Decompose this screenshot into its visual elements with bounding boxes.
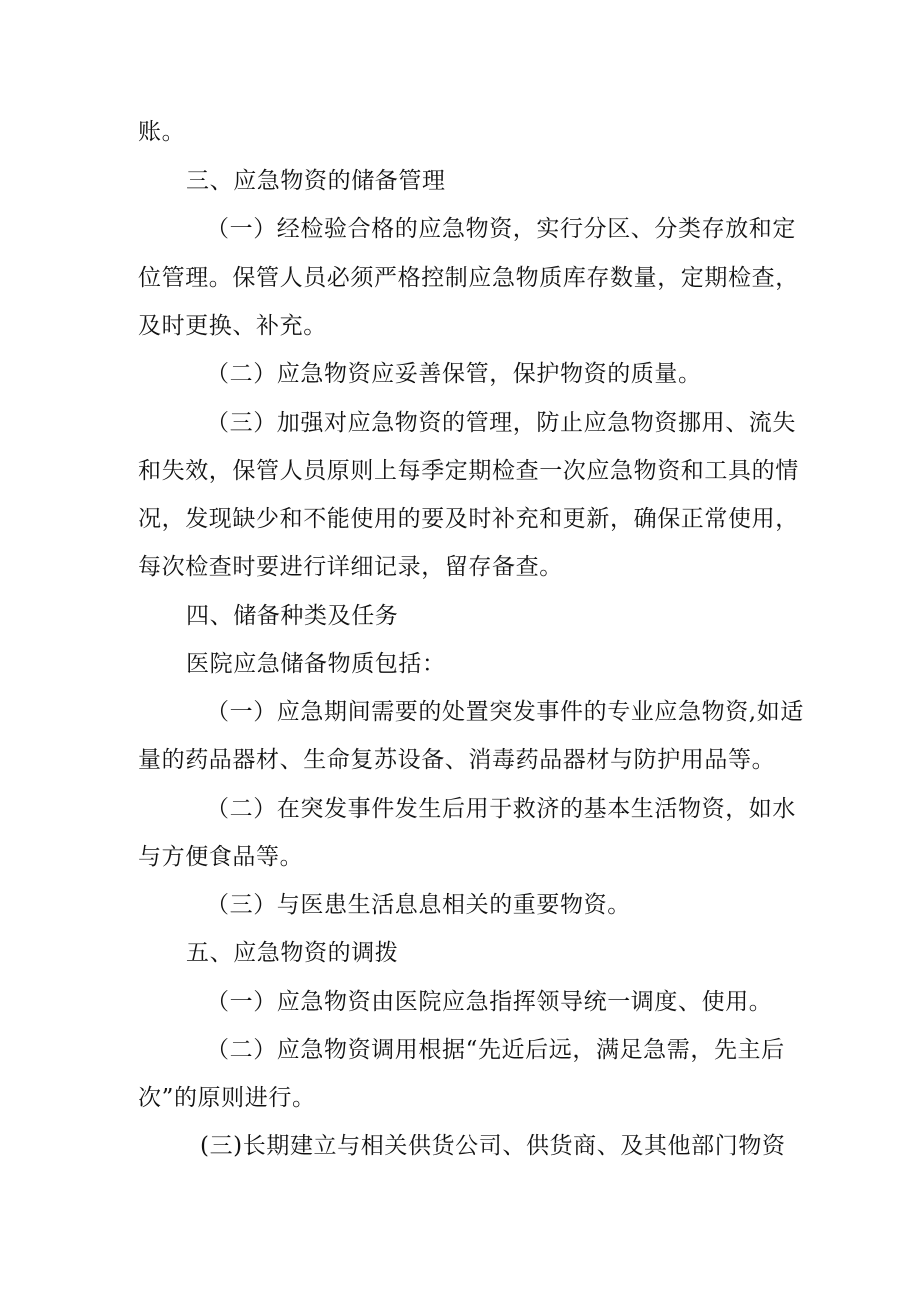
paragraph-line: (三)长期建立与相关供货公司、供货商、及其他部门物资	[200, 1133, 786, 1159]
paragraph-line: （一）经检验合格的应急物资，实行分区、分类存放和定	[206, 216, 796, 242]
paragraph-line: （二）应急物资应妥善保管，保护物资的质量。	[206, 361, 702, 387]
paragraph-line: 量的药品器材、生命复苏设备、消毒药品器材与防护用品等。	[138, 747, 776, 773]
paragraph-line: 位管理。保管人员必须严格控制应急物质库存数量，定期检查，	[138, 265, 799, 291]
paragraph-line: （一）应急期间需要的处置突发事件的专业应急物资,如适	[206, 699, 804, 725]
paragraph-line: （三）加强对应急物资的管理，防止应急物资挪用、流失	[206, 410, 796, 436]
section-heading: 四、储备种类及任务	[186, 603, 399, 629]
paragraph-line: 和失效，保管人员原则上每季定期检查一次应急物资和工具的情	[138, 458, 799, 484]
paragraph-line: （一）应急物资由医院应急指挥领导统一调度、使用。	[206, 989, 773, 1015]
paragraph-line: 账。	[138, 119, 186, 145]
section-heading: 三、应急物资的储备管理	[186, 168, 446, 194]
paragraph-line: 次”的原则进行。	[138, 1085, 316, 1111]
paragraph-line: 及时更换、补充。	[138, 313, 327, 339]
paragraph-line: 况，发现缺少和不能使用的要及时补充和更新，确保正常使用，	[138, 506, 799, 532]
paragraph-line: 与方便食品等。	[138, 844, 304, 870]
section-heading: 五、应急物资的调拨	[186, 940, 399, 966]
paragraph-line: （二）应急物资调用根据“先近后远，满足急需，先主后	[206, 1037, 785, 1063]
paragraph-line: （二）在突发事件发生后用于救济的基本生活物资，如水	[206, 796, 796, 822]
paragraph-line: （三）与医患生活息息相关的重要物资。	[206, 892, 631, 918]
paragraph-line: 医院应急储备物质包括：	[186, 651, 446, 677]
paragraph-line: 每次检查时要进行详细记录，留存备查。	[138, 554, 563, 580]
